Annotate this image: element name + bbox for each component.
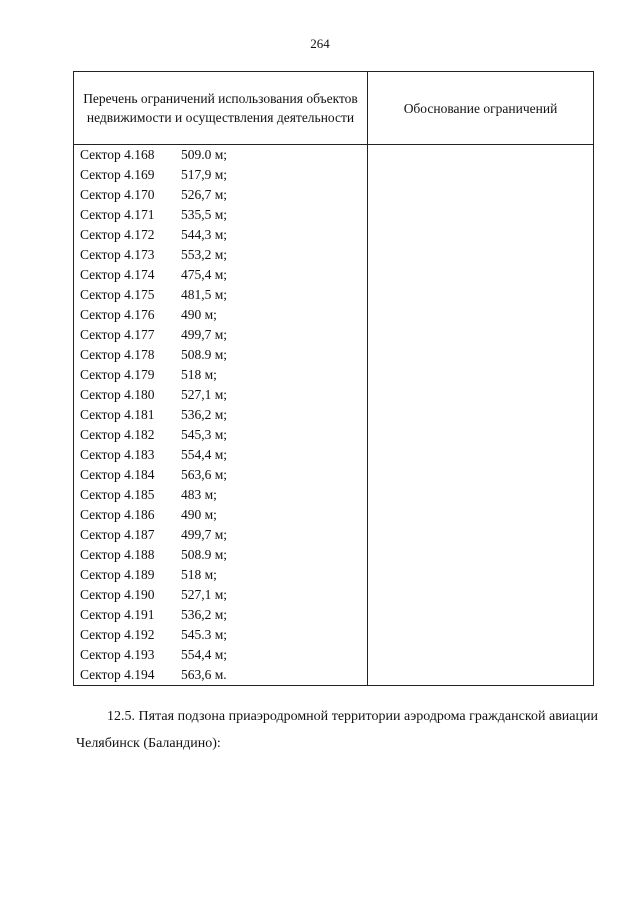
table-header-row <box>74 72 594 145</box>
sector-cell <box>74 245 368 265</box>
sector-label: Сектор 4.176 <box>80 307 155 322</box>
table-row <box>74 225 594 245</box>
table-row <box>74 625 594 645</box>
table-row <box>74 405 594 425</box>
sector-label: Сектор 4.174 <box>80 267 155 282</box>
sector-height-value: 527,1 м; <box>181 587 228 602</box>
sector-cell <box>74 165 368 185</box>
sector-label: Сектор 4.191 <box>80 607 155 622</box>
sector-label: Сектор 4.180 <box>80 387 155 402</box>
sector-label: Сектор 4.170 <box>80 187 155 202</box>
header-restrictions-justification: Обоснование ограничений <box>368 72 594 145</box>
sector-cell <box>74 205 368 225</box>
table-row <box>74 565 594 585</box>
justification-cell <box>368 585 594 605</box>
sector-cell <box>74 145 368 166</box>
page-number: 264 <box>310 36 330 51</box>
table-row <box>74 445 594 465</box>
sector-height-value: 490 м; <box>181 307 217 322</box>
table-row <box>74 505 594 525</box>
header-restrictions-list: Перечень ограничений использования объектов недвижимости и осуществления деятельности <box>74 72 368 145</box>
sector-cell <box>74 665 368 686</box>
justification-cell <box>368 145 594 166</box>
sector-cell <box>74 365 368 385</box>
sector-height-value: 554,4 м; <box>181 447 228 462</box>
table-row <box>74 585 594 605</box>
sector-label: Сектор 4.173 <box>80 247 155 262</box>
sector-height-value: 518 м; <box>181 567 217 582</box>
sector-label: Сектор 4.186 <box>80 507 155 522</box>
justification-cell <box>368 405 594 425</box>
sector-label: Сектор 4.188 <box>80 547 155 562</box>
sector-cell <box>74 545 368 565</box>
sector-height-value: 526,7 м; <box>181 187 228 202</box>
sector-cell <box>74 645 368 665</box>
table-row <box>74 525 594 545</box>
sector-height-value: 517,9 м; <box>181 167 228 182</box>
justification-cell <box>368 505 594 525</box>
table-row <box>74 245 594 265</box>
sector-height-value: 536,2 м; <box>181 407 228 422</box>
sector-height-value: 483 м; <box>181 487 217 502</box>
table-row <box>74 605 594 625</box>
justification-cell <box>368 325 594 345</box>
table-row <box>74 385 594 405</box>
sector-cell <box>74 425 368 445</box>
sector-cell <box>74 285 368 305</box>
sector-cell <box>74 405 368 425</box>
sector-label: Сектор 4.179 <box>80 367 155 382</box>
justification-cell <box>368 665 594 686</box>
justification-cell <box>368 645 594 665</box>
sector-cell <box>74 485 368 505</box>
table-row <box>74 325 594 345</box>
justification-cell <box>368 205 594 225</box>
sector-cell <box>74 505 368 525</box>
sector-label: Сектор 4.190 <box>80 587 155 602</box>
table-row <box>74 305 594 325</box>
table-row <box>74 485 594 505</box>
justification-cell <box>368 245 594 265</box>
table-row <box>74 345 594 365</box>
justification-cell <box>368 525 594 545</box>
sector-label: Сектор 4.189 <box>80 567 155 582</box>
sector-height-value: 536,2 м; <box>181 607 228 622</box>
sector-height-value: 490 м; <box>181 507 217 522</box>
sector-label: Сектор 4.185 <box>80 487 155 502</box>
sector-cell <box>74 385 368 405</box>
sector-height-value: 545.3 м; <box>181 627 228 642</box>
sector-height-value: 554,4 м; <box>181 647 228 662</box>
sector-cell <box>74 465 368 485</box>
justification-cell <box>368 345 594 365</box>
sector-label: Сектор 4.175 <box>80 287 155 302</box>
justification-cell <box>368 465 594 485</box>
sector-height-value: 563,6 м. <box>181 667 227 682</box>
sector-label: Сектор 4.193 <box>80 647 155 662</box>
sector-label: Сектор 4.178 <box>80 347 155 362</box>
justification-cell <box>368 365 594 385</box>
sector-label: Сектор 4.182 <box>80 427 155 442</box>
justification-cell <box>368 165 594 185</box>
justification-cell <box>368 265 594 285</box>
sector-label: Сектор 4.171 <box>80 207 155 222</box>
sector-cell <box>74 325 368 345</box>
sector-height-value: 544,3 м; <box>181 227 228 242</box>
sector-height-value: 508.9 м; <box>181 347 228 362</box>
sector-label: Сектор 4.183 <box>80 447 155 462</box>
sector-height-value: 518 м; <box>181 367 217 382</box>
sector-label: Сектор 4.177 <box>80 327 155 342</box>
justification-cell <box>368 185 594 205</box>
table-row <box>74 185 594 205</box>
sector-height-value: 508.9 м; <box>181 547 228 562</box>
sector-label: Сектор 4.168 <box>80 147 155 162</box>
table-row <box>74 365 594 385</box>
sector-height-value: 545,3 м; <box>181 427 228 442</box>
sector-cell <box>74 605 368 625</box>
sector-height-value: 509.0 м; <box>181 147 228 162</box>
sector-height-value: 553,2 м; <box>181 247 228 262</box>
sector-cell <box>74 525 368 545</box>
table-body <box>74 145 594 686</box>
justification-cell <box>368 605 594 625</box>
table-row <box>74 205 594 225</box>
sector-label: Сектор 4.184 <box>80 467 155 482</box>
sector-cell <box>74 565 368 585</box>
sector-cell <box>74 625 368 645</box>
sector-height-value: 499,7 м; <box>181 527 228 542</box>
sector-height-value: 563,6 м; <box>181 467 228 482</box>
sector-cell <box>74 345 368 365</box>
table-row <box>74 165 594 185</box>
sector-cell <box>74 265 368 285</box>
table-row <box>74 265 594 285</box>
sector-label: Сектор 4.172 <box>80 227 155 242</box>
justification-cell <box>368 485 594 505</box>
justification-cell <box>368 305 594 325</box>
justification-cell <box>368 425 594 445</box>
sector-cell <box>74 305 368 325</box>
justification-cell <box>368 565 594 585</box>
table-row <box>74 145 594 166</box>
table-row <box>74 645 594 665</box>
table-row <box>74 545 594 565</box>
sector-label: Сектор 4.187 <box>80 527 155 542</box>
sector-height-value: 475,4 м; <box>181 267 228 282</box>
sector-cell <box>74 185 368 205</box>
table-row <box>74 665 594 686</box>
justification-cell <box>368 445 594 465</box>
sector-height-value: 499,7 м; <box>181 327 228 342</box>
section-paragraph: 12.5. Пятая подзона приаэродромной территории аэродрома гражданской авиации Челябинск (Баландино): <box>76 709 598 751</box>
sector-height-value: 527,1 м; <box>181 387 228 402</box>
table-row <box>74 465 594 485</box>
sector-label: Сектор 4.169 <box>80 167 155 182</box>
table-row <box>74 285 594 305</box>
sector-label: Сектор 4.194 <box>80 667 155 682</box>
restrictions-table <box>73 71 594 686</box>
justification-cell <box>368 385 594 405</box>
justification-cell <box>368 625 594 645</box>
sector-cell <box>74 225 368 245</box>
justification-cell <box>368 285 594 305</box>
sector-label: Сектор 4.192 <box>80 627 155 642</box>
sector-height-value: 535,5 м; <box>181 207 228 222</box>
justification-cell <box>368 545 594 565</box>
sector-height-value: 481,5 м; <box>181 287 228 302</box>
sector-label: Сектор 4.181 <box>80 407 155 422</box>
sector-cell <box>74 585 368 605</box>
justification-cell <box>368 225 594 245</box>
table-row <box>74 425 594 445</box>
sector-cell <box>74 445 368 465</box>
